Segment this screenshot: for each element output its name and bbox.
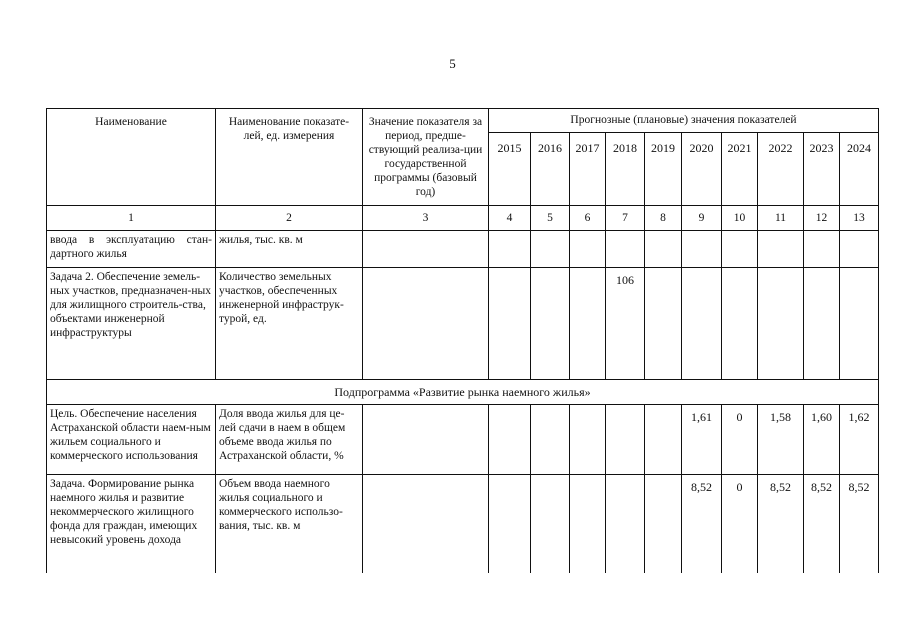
row-value bbox=[804, 268, 840, 380]
row-value bbox=[682, 268, 722, 380]
row-value bbox=[682, 231, 722, 268]
row-value bbox=[531, 475, 570, 573]
row-value bbox=[606, 475, 645, 573]
header-year: 2019 bbox=[645, 133, 682, 206]
row-indicator: Количество земельных участков, обеспеченных инженерной инфраструк-турой, ед. bbox=[216, 268, 363, 380]
row-value: 8,52 bbox=[758, 475, 804, 573]
column-number: 11 bbox=[758, 206, 804, 231]
row-value: 1,62 bbox=[840, 405, 879, 475]
header-year: 2022 bbox=[758, 133, 804, 206]
row-value bbox=[489, 231, 531, 268]
column-number: 12 bbox=[804, 206, 840, 231]
column-number: 6 bbox=[570, 206, 606, 231]
row-value bbox=[722, 231, 758, 268]
row-value bbox=[531, 268, 570, 380]
header-indicator: Наименование показате-лей, ед. измерения bbox=[216, 109, 363, 206]
header-base-value: Значение показателя за период, предше-ствующий реализа-ции государственной программы (базовый год) bbox=[363, 109, 489, 206]
page-number: 5 bbox=[449, 56, 456, 71]
column-number: 1 bbox=[47, 206, 216, 231]
header-year: 2015 bbox=[489, 133, 531, 206]
header-forecast: Прогнозные (плановые) значения показателей bbox=[489, 109, 879, 133]
column-number: 13 bbox=[840, 206, 879, 231]
row-base-value bbox=[363, 405, 489, 475]
row-value bbox=[722, 268, 758, 380]
row-value bbox=[570, 268, 606, 380]
row-name: Цель. Обеспечение населения Астраханской области наем-ным жильем социального и коммерческого использования bbox=[47, 405, 216, 475]
row-value bbox=[645, 268, 682, 380]
row-indicator: Объем ввода наемного жилья социального и коммерческого использо-вания, тыс. кв. м bbox=[216, 475, 363, 573]
row-value: 1,61 bbox=[682, 405, 722, 475]
column-number: 4 bbox=[489, 206, 531, 231]
subprogram-heading: Подпрограмма «Развитие рынка наемного жилья» bbox=[47, 380, 879, 405]
column-number: 5 bbox=[531, 206, 570, 231]
table-row bbox=[47, 268, 879, 380]
row-value bbox=[840, 231, 879, 268]
table-row bbox=[47, 475, 879, 573]
row-value bbox=[489, 475, 531, 573]
column-number: 3 bbox=[363, 206, 489, 231]
header-year: 2024 bbox=[840, 133, 879, 206]
row-name: Задача 2. Обеспечение земель-ных участков, предназначен-ных для жилищного строитель-ства, объектами инженерной инфраструктуры bbox=[47, 268, 216, 380]
row-value: 1,60 bbox=[804, 405, 840, 475]
indicators-table bbox=[46, 108, 879, 573]
row-indicator: жилья, тыс. кв. м bbox=[216, 231, 363, 268]
row-value bbox=[645, 405, 682, 475]
row-value: 0 bbox=[722, 405, 758, 475]
row-value bbox=[645, 231, 682, 268]
row-value: 8,52 bbox=[840, 475, 879, 573]
row-value bbox=[570, 405, 606, 475]
column-number: 10 bbox=[722, 206, 758, 231]
row-value: 8,52 bbox=[682, 475, 722, 573]
row-value bbox=[758, 268, 804, 380]
header-name: Наименование bbox=[47, 109, 216, 206]
header-year: 2020 bbox=[682, 133, 722, 206]
column-number: 9 bbox=[682, 206, 722, 231]
row-value bbox=[606, 405, 645, 475]
header-year: 2016 bbox=[531, 133, 570, 206]
row-value bbox=[570, 475, 606, 573]
row-value: 0 bbox=[722, 475, 758, 573]
row-value: 1,58 bbox=[758, 405, 804, 475]
row-value bbox=[606, 231, 645, 268]
row-value bbox=[489, 268, 531, 380]
row-value bbox=[758, 231, 804, 268]
header-year: 2017 bbox=[570, 133, 606, 206]
header-year: 2023 bbox=[804, 133, 840, 206]
row-value bbox=[645, 475, 682, 573]
row-name: Задача. Формирование рынка наемного жилья и развитие некоммерческого жилищного фонда для граждан, имеющих невысокий уровень дохода bbox=[47, 475, 216, 573]
column-number: 7 bbox=[606, 206, 645, 231]
row-base-value bbox=[363, 268, 489, 380]
row-base-value bbox=[363, 475, 489, 573]
column-number: 8 bbox=[645, 206, 682, 231]
row-value: 106 bbox=[606, 268, 645, 380]
table-row bbox=[47, 231, 879, 268]
row-value bbox=[531, 231, 570, 268]
row-base-value bbox=[363, 231, 489, 268]
table-row bbox=[47, 405, 879, 475]
row-indicator: Доля ввода жилья для це-лей сдачи в наем в общем объеме ввода жилья по Астраханской области, % bbox=[216, 405, 363, 475]
row-value: 8,52 bbox=[804, 475, 840, 573]
row-value bbox=[489, 405, 531, 475]
header-year: 2021 bbox=[722, 133, 758, 206]
column-number: 2 bbox=[216, 206, 363, 231]
row-value bbox=[804, 231, 840, 268]
row-value bbox=[531, 405, 570, 475]
row-value bbox=[570, 231, 606, 268]
header-year: 2018 bbox=[606, 133, 645, 206]
row-name: ввода в эксплуатацию стан-дартного жилья bbox=[47, 231, 216, 268]
row-value bbox=[840, 268, 879, 380]
